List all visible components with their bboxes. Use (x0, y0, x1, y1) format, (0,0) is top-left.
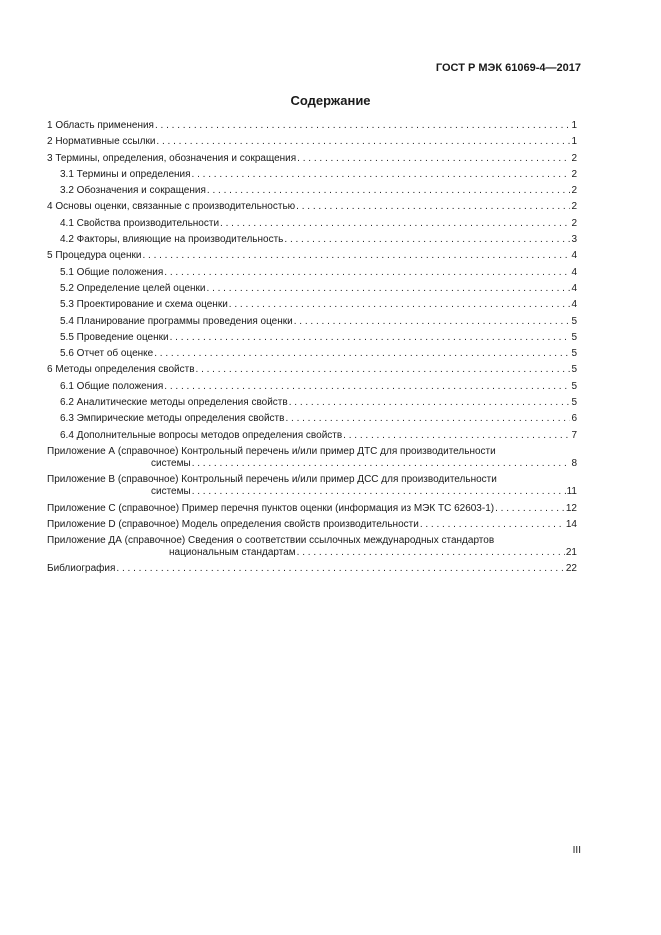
leader-dots (284, 234, 570, 246)
toc-page-number: 14 (565, 518, 577, 530)
toc-entry[interactable] (47, 153, 577, 165)
toc-page-number: 11 (566, 486, 577, 498)
toc-entry[interactable] (47, 430, 577, 442)
toc-entry-label: 6.1 Общие положения (60, 380, 164, 392)
toc-entry-label: 5.6 Отчет об оценке (60, 348, 154, 360)
leader-dots (164, 267, 570, 279)
toc-entry[interactable] (47, 283, 577, 295)
toc-page-number: 4 (571, 250, 577, 262)
toc-entry-label: 5.5 Проведение оценки (60, 331, 169, 343)
toc-entry-label: 5.4 Планирование программы проведения оценки (60, 315, 293, 327)
toc-entry-label: Приложение D (справочное) Модель определения свойств производительности (47, 518, 419, 530)
toc-entry[interactable] (47, 185, 577, 197)
toc-entry[interactable] (47, 381, 577, 393)
toc-page-number: 12 (565, 502, 577, 514)
toc-entry[interactable] (47, 348, 577, 360)
toc-entry-label: 3 Термины, определения, обозначения и сокращения (47, 152, 297, 164)
toc-entry-label: 4 Основы оценки, связанные с производительностью (47, 201, 296, 213)
leader-dots (207, 283, 571, 295)
toc-page-number: 1 (571, 136, 577, 148)
leader-dots (142, 250, 570, 262)
toc-entry[interactable] (47, 234, 577, 246)
leader-dots (164, 381, 570, 393)
toc-page-number: 22 (565, 563, 577, 575)
toc-entry-label-cont: системы (151, 486, 191, 498)
toc-entry-label-cont: национальным стандартам (169, 547, 296, 559)
toc-entry[interactable] (47, 250, 577, 262)
toc-page-number: 2 (571, 152, 577, 164)
toc-page-number: 2 (571, 185, 577, 197)
leader-dots (196, 364, 571, 376)
toc-entry-label: 2 Нормативные ссылки (47, 136, 156, 148)
toc-page-number: 3 (571, 234, 577, 246)
toc-entry[interactable] (47, 299, 577, 311)
leader-dots (207, 185, 571, 197)
toc-page-number: 21 (565, 547, 577, 559)
page-number: III (572, 845, 581, 856)
leader-dots (296, 201, 570, 213)
leader-dots (155, 120, 570, 132)
toc-entry-label: Приложение А (справочное) Контрольный перечень и/или пример ДТС для производительности (47, 445, 496, 457)
toc-page-number: 8 (571, 457, 577, 469)
toc-annex-c[interactable] (47, 503, 577, 515)
toc-entry-label-cont: системы (151, 457, 191, 469)
leader-dots (154, 348, 570, 360)
toc-entry-label: Приложение В (справочное) Контрольный перечень и/или пример ДСС для производительности (47, 474, 497, 486)
toc-page-number: 5 (571, 380, 577, 392)
toc-page-number: 4 (571, 282, 577, 294)
toc-page-number: 7 (571, 429, 577, 441)
leader-dots (192, 458, 571, 470)
toc-entry-label: Приложение С (справочное) Пример перечня пунктов оценки (информация из МЭК ТС 62603-1) (47, 502, 495, 514)
leader-dots (192, 169, 571, 181)
toc-page-number: 2 (571, 217, 577, 229)
toc-page-number: 2 (571, 168, 577, 180)
toc-entry-label: 5.3 Проектирование и схема оценки (60, 299, 228, 311)
toc-annex-d[interactable] (47, 519, 577, 531)
toc-page-number: 4 (571, 299, 577, 311)
toc-bibliography[interactable] (47, 563, 577, 575)
leader-dots (297, 153, 570, 165)
toc-annex-b[interactable] (47, 474, 577, 498)
toc-entry-label: 5.2 Определение целей оценки (60, 282, 206, 294)
toc-entry-label: 4.1 Свойства производительности (60, 217, 220, 229)
toc-entry[interactable] (47, 413, 577, 425)
toc-entry-label: 5 Процедура оценки (47, 250, 142, 262)
toc-entry-label: 3.2 Обозначения и сокращения (60, 185, 206, 197)
toc-entry-label: Библиография (47, 563, 116, 575)
toc-entry-label: 6.3 Эмпирические методы определения свойств (60, 413, 285, 425)
toc-entry-label: 6.2 Аналитические методы определения свойств (60, 397, 288, 409)
toc-entry[interactable] (47, 364, 577, 376)
leader-dots (294, 316, 571, 328)
document-code: ГОСТ Р МЭК 61069-4—2017 (435, 62, 581, 74)
toc-entry[interactable] (47, 397, 577, 409)
toc-entry[interactable] (47, 169, 577, 181)
toc-entry-label: 6.4 Дополнительные вопросы методов определения свойств (60, 429, 343, 441)
toc-entry-label: 1 Область применения (47, 120, 154, 131)
toc-entry[interactable] (47, 218, 577, 230)
toc-entry-label: 4.2 Факторы, влияющие на производительность (60, 234, 284, 246)
toc-entry[interactable] (47, 332, 577, 344)
leader-dots (156, 136, 570, 148)
toc-page-number: 6 (571, 413, 577, 425)
toc-page-number: 2 (571, 201, 577, 213)
leader-dots (495, 503, 565, 515)
toc-entry-label: 3.1 Термины и определения (60, 168, 191, 180)
toc-annex-da[interactable] (47, 535, 577, 559)
toc-entry[interactable] (47, 267, 577, 279)
toc-entry-label: Приложение ДА (справочное) Сведения о соответствии ссылочных международных стандартов (47, 535, 495, 547)
toc-page-number: 5 (571, 364, 577, 376)
toc-page-number: 4 (571, 266, 577, 278)
leader-dots (343, 430, 570, 442)
leader-dots (220, 218, 570, 230)
toc-page-number: 5 (571, 315, 577, 327)
leader-dots (116, 563, 564, 575)
leader-dots (170, 332, 571, 344)
toc-entry[interactable] (47, 120, 577, 132)
table-of-contents (47, 120, 577, 580)
toc-page-number: 5 (571, 397, 577, 409)
toc-entry[interactable] (47, 316, 577, 328)
toc-entry-label: 6 Методы определения свойств (47, 364, 195, 376)
page-title: Содержание (290, 93, 371, 108)
leader-dots (289, 397, 571, 409)
toc-page-number: 1 (571, 120, 577, 131)
toc-page-number: 5 (571, 331, 577, 343)
toc-entry[interactable] (47, 201, 577, 213)
toc-annex-a[interactable] (47, 446, 577, 470)
leader-dots (192, 486, 566, 498)
leader-dots (285, 413, 570, 425)
leader-dots (420, 519, 565, 531)
toc-entry[interactable] (47, 136, 577, 148)
leader-dots (297, 547, 565, 559)
leader-dots (229, 299, 571, 311)
toc-entry-label: 5.1 Общие положения (60, 266, 164, 278)
toc-page-number: 5 (571, 348, 577, 360)
